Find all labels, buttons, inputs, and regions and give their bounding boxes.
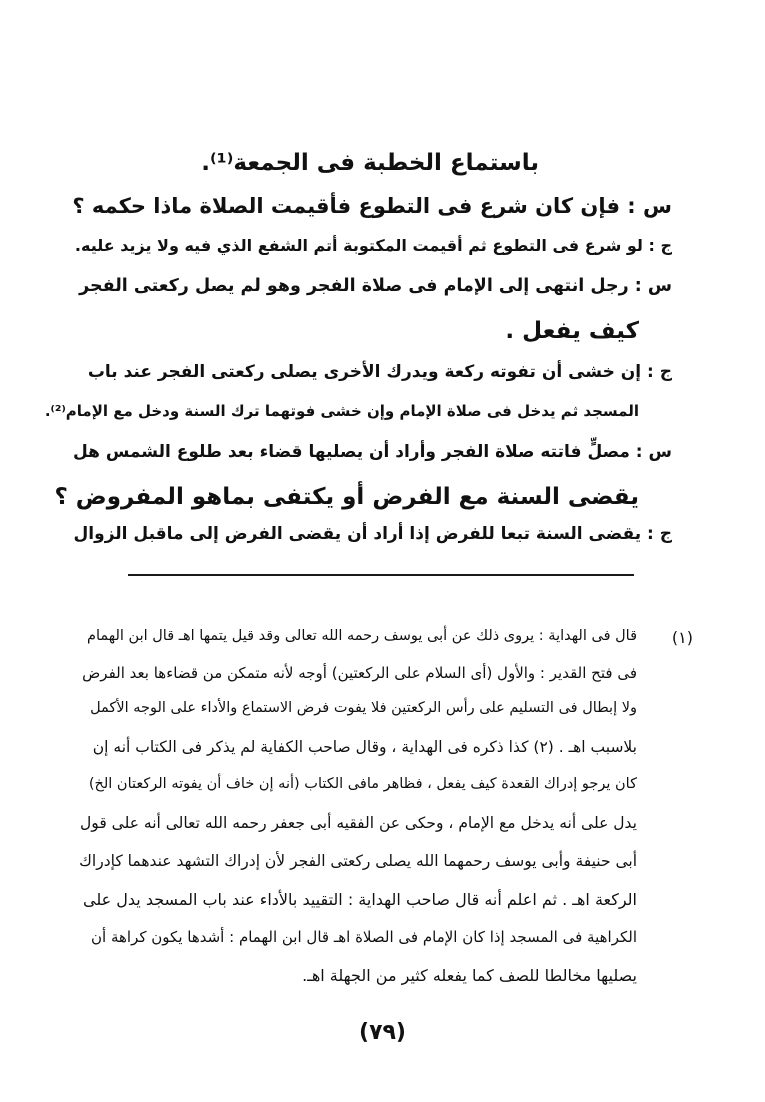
footnote-line-3: ولا إبطال فى التسليم على رأس الركعتين فلا يفوت فرض الاستماع والأداء على الوجه الأكمل bbox=[90, 700, 637, 716]
main-text-line-10: ج : يقضى السنة تبعا للفرض إذا أراد أن يقضى الفرض إلى ماقبل الزوال bbox=[73, 524, 672, 544]
main-text-line-5: كيف يفعل . bbox=[505, 318, 639, 344]
footnote-line-1: قال فى الهداية : يروى ذلك عن أبى يوسف رحمه الله تعالى وقد قيل يتمها اهـ قال ابن الهمام bbox=[87, 628, 637, 644]
footnote-line-4: بلاسبب اهـ . (٢) كذا ذكره فى الهداية ، وقال صاحب الكفاية لم يذكر فى الكتاب أنه إن bbox=[92, 738, 637, 756]
main-text-line-3: ج : لو شرع فى التطوع ثم أقيمت المكتوبة أتم الشفع الذي فيه ولا يزيد عليه. bbox=[74, 236, 672, 255]
main-text-line-7: المسجد ثم يدخل فى صلاة الإمام وإن خشى فوتهما ترك السنة ودخل مع الإمام⁽²⁾. bbox=[44, 402, 639, 420]
footnote-separator bbox=[128, 574, 634, 576]
footnote-line-7: أبى حنيفة وأبى يوسف رحمهما الله يصلى ركعتى الفجر لأن إدراك التشهد عندهما كإدراك bbox=[79, 852, 637, 870]
footnote-line-10: يصليها مخالطا للصف كما يفعله كثير من الجهلة اهـ. bbox=[302, 966, 637, 985]
main-text-line-8: س : مصلٍّ فاتته صلاة الفجر وأراد أن يصليها قضاء بعد طلوع الشمس هل bbox=[72, 442, 672, 462]
footnote-line-5: كان يرجو إدراك القعدة كيف يفعل ، فظاهر مافى الكتاب (أنه إن خاف أن يفوته الركعتان الخ) bbox=[88, 776, 637, 792]
footnote-line-6: يدل على أنه يدخل مع الإمام ، وحكى عن الفقيه أبى جعفر رحمه الله تعالى أنه على قول bbox=[80, 814, 637, 832]
footnote-line-9: الكراهية فى المسجد إذا كان الإمام فى الصلاة اهـ قال ابن الهمام : أشدها يكون كراهة أن bbox=[91, 928, 637, 946]
main-text-line-4: س : رجل انتهى إلى الإمام فى صلاة الفجر وهو لم يصل ركعتى الفجر bbox=[79, 276, 672, 296]
page-number: (٧٩) bbox=[359, 1020, 406, 1045]
main-text-line-2: س : فإن كان شرع فى التطوع فأقيمت الصلاة ماذا حكمه ؟ bbox=[72, 194, 672, 218]
main-text-line-6: ج : إن خشى أن تفوته ركعة ويدرك الأخرى يصلى ركعتى الفجر عند باب bbox=[87, 362, 672, 382]
footnote-line-2: فى فتح القدير : والأول (أى السلام على الركعتين) أوجه لأنه متمكن من قضاءها بعد الفرض bbox=[82, 664, 637, 682]
footnote-line-8: الركعة اهـ . ثم اعلم أنه قال صاحب الهداية : التقييد بالأداء عند باب المسجد يدل على bbox=[82, 890, 637, 909]
main-text-line-1: باستماع الخطبة فى الجمعة⁽¹⁾. bbox=[201, 150, 539, 176]
footnote-label: (١) bbox=[671, 628, 693, 647]
main-text-line-9: يقضى السنة مع الفرض أو يكتفى بماهو المفروض ؟ bbox=[54, 484, 639, 510]
